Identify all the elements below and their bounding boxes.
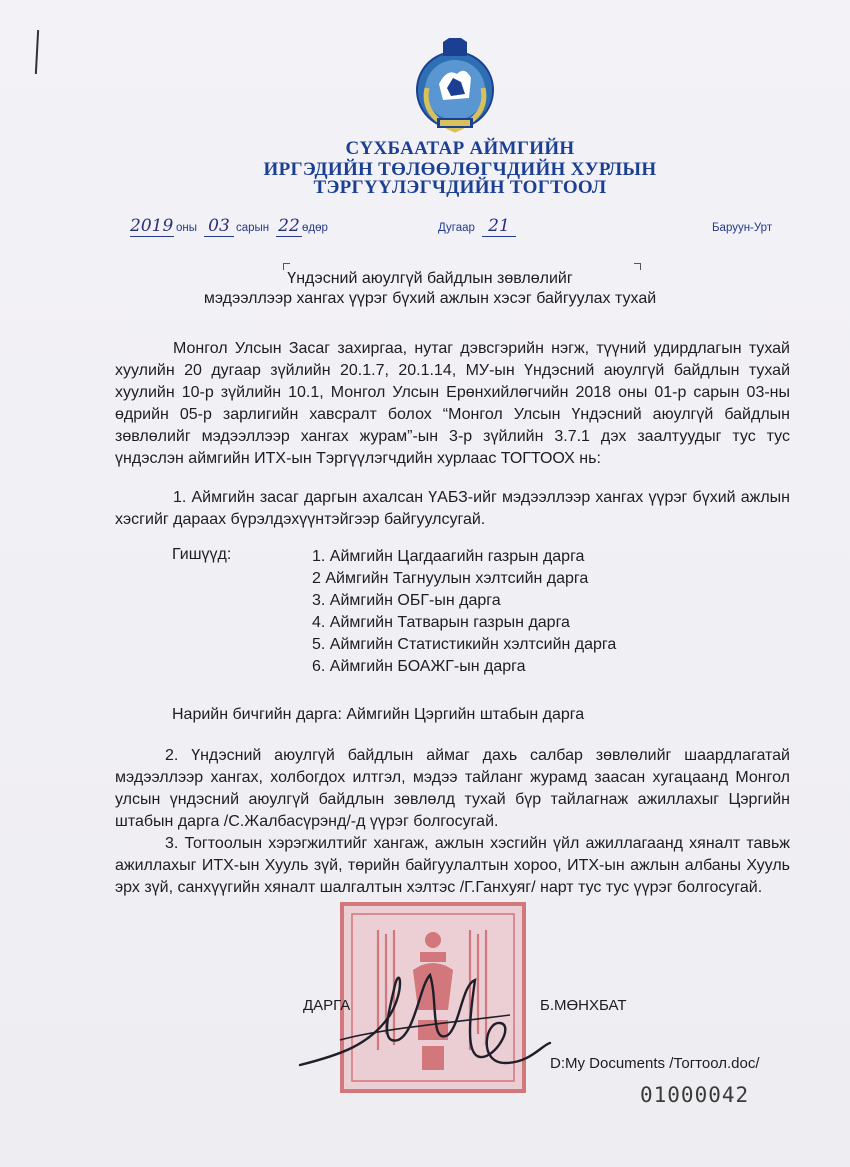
member-item: 6. Аймгийн БОАЖГ-ын дарга [312, 658, 526, 675]
handwritten-year: 2019 [130, 216, 174, 236]
secretary-line: Нарийн бичгийн дарга: Аймгийн Цэргийн штабын дарга [172, 706, 585, 723]
header-line-2: ИРГЭДИЙН ТӨЛӨӨЛӨГЧДИЙН ХУРЛЫН [263, 159, 657, 180]
header-line-1: СҮХБААТАР АЙМГИЙН [345, 138, 575, 159]
year-suffix: оны [176, 222, 198, 234]
number-label: Дугаар [438, 222, 475, 234]
place-name: Баруун-Урт [712, 222, 773, 234]
resolution-title-line-2: мэдээллээр хангах үүрэг бүхий ажлын хэсэг байгуулах тухай [203, 290, 657, 307]
member-item: 5. Аймгийн Статистикийн хэлтсийн дарга [312, 636, 617, 653]
signatory-name: Б.МӨНХБАТ [540, 997, 627, 1014]
file-path: D:My Documents /Тогтоол.doc/ [550, 1055, 760, 1072]
handwritten-number: 21 [482, 216, 516, 237]
member-item: 4. Аймгийн Татварын газрын дарга [312, 614, 570, 631]
members-label: Гишүүд: [172, 546, 232, 563]
header-line-3: ТЭРГҮҮЛЭГЧДИЙН ТОГТООЛ [313, 177, 607, 198]
title-corner-right [634, 263, 641, 270]
serial-number: 01000042 [640, 1083, 750, 1107]
member-item: 3. Аймгийн ОБГ-ын дарга [312, 592, 501, 609]
day-suffix: өдөр [302, 222, 328, 234]
signatory-role: ДАРГА [303, 997, 351, 1014]
item-1-paragraph: 1. Аймгийн засаг даргын ахалсан ҮАБЗ-ийг мэдээллээр хангах үүрэг бүхий ажлын хэсгийг дараах бүрэлдэхүүнтэйгээр байгуулсугай. [115, 489, 790, 528]
item-3-paragraph: 3. Тогтоолын хэрэгжилтийг хангаж, ажлын хэсгийн үйл ажиллагаанд хяналт тавьж ажиллахыг ИТХ-ын Хууль зүй, төрийн байгуулалтын хороо, ИТХ-ын ажлын албаны Хууль эрх зүй, санхүүгийн хяналт шалгалтын хэлтэс /Г.Ганхуяг/ нарт тус тус үүрэг болгосугай. [115, 835, 790, 896]
handwritten-month: 03 [204, 216, 234, 237]
resolution-title-line-1: Үндэсний аюулгүй байдлын зөвлөлийг [287, 270, 573, 287]
date-number-line [130, 216, 785, 242]
month-suffix: сарын [236, 222, 270, 234]
member-item: 1. Аймгийн Цагдаагийн газрын дарга [312, 548, 585, 565]
state-emblem-icon [413, 38, 497, 138]
intro-paragraph: Монгол Улсын Засаг захиргаа, нутаг дэвсгэрийн нэгж, түүний удирдлагын тухай хуулийн 20 дугаар зүйлийн 20.1.7, 20.1.14, МУ-ын Үндэсний аюулгүй байдлын тухай хуулийн 10-р зүйлийн 10.1, Монгол Улсын Ерөнхийлөгчийн 2018 оны 01-р сарын 03-ны өдрийн 05-р зарлигийн хавсралт болох “Монгол Улсын Үндэсний аюулгүй байдлын зөвлөлийг мэдээллээр хангах журам”-ын 3-р зүйлийн 3.7.1 дэх заалтуудыг тус тус үндэслэн аймгийн ИТХ-ын Тэргүүлэгчдийн хурлаас ТОГТООХ нь: [115, 340, 790, 467]
title-corner-left [283, 263, 290, 270]
margin-pen-mark [35, 30, 39, 74]
handwritten-day: 22 [276, 216, 302, 237]
member-item: 2 Аймгийн Тагнуулын хэлтсийн дарга [312, 570, 589, 587]
handwritten-signature [280, 945, 580, 1095]
members-list [312, 546, 616, 678]
item-2-paragraph: 2. Үндэсний аюулгүй байдлын аймаг дахь салбар зөвлөлийг шаардлагатай мэдээллээр хангах, холбогдох илтгэл, мэдээ тайланг журамд заасан хугацаанд Монгол улсын үндэсний аюулгүй байдлын зөвлөлд тухай бүр тайлагнаж ажиллахыг Цэргийн штабын дарга /С.Жалбасүрэнд/-д үүрэг болгосугай. [115, 747, 790, 830]
